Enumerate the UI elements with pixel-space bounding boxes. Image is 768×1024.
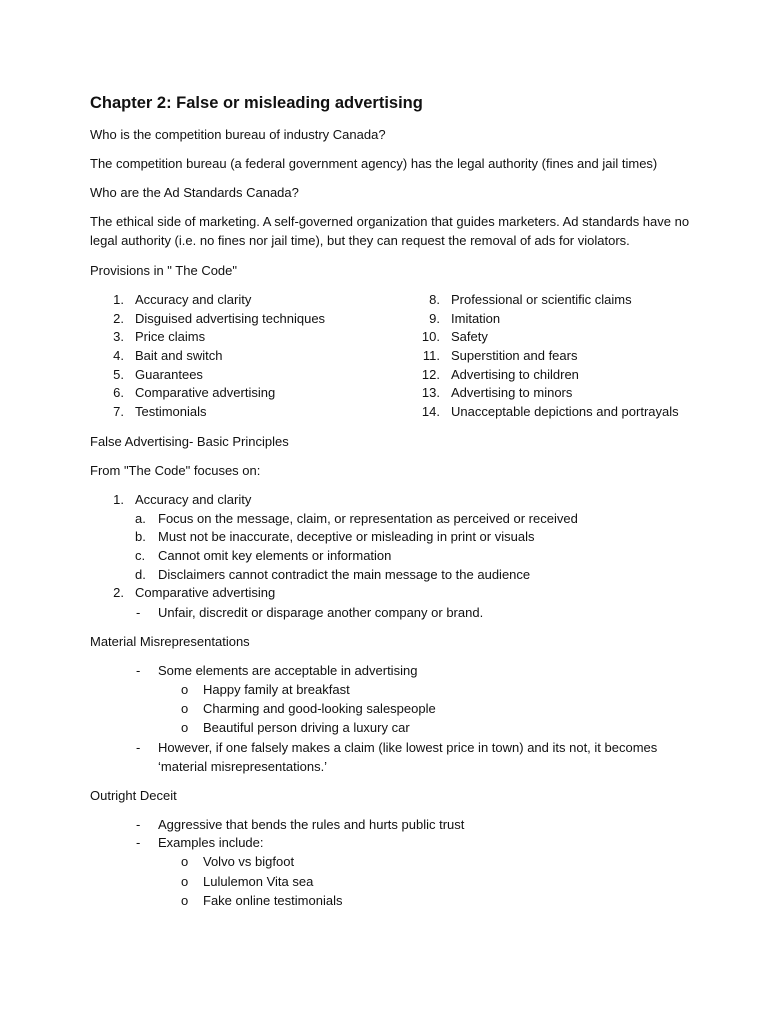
list-text: Guarantees [135,367,203,382]
list-text: Imitation [451,311,501,326]
list-number: 3. [113,329,124,344]
list-text: Comparative advertising [135,385,276,400]
answer-ad-standards-line-1: The ethical side of marketing. A self-governed organization that guides marketers. Ad standards have no [90,214,690,229]
list-number: 2. [113,311,124,326]
list-text: Fake online testimonials [203,893,343,908]
list-text: Beautiful person driving a luxury car [203,720,410,735]
list-text: Must not be inaccurate, deceptive or misleading in print or visuals [158,529,535,544]
list-text: Unfair, discredit or disparage another company or brand. [158,605,484,620]
material-misrepresentations-heading: Material Misrepresentations [90,634,250,649]
list-text: Focus on the message, claim, or representation as perceived or received [158,511,578,526]
list-text: Examples include: [158,835,264,850]
list-letter: c. [135,548,146,563]
dash-bullet: - [136,740,141,755]
list-text: Happy family at breakfast [203,682,350,697]
list-letter: a. [135,511,146,526]
circle-bullet: o [181,682,189,697]
list-text: Aggressive that bends the rules and hurts public trust [158,817,465,832]
list-text: Accuracy and clarity [135,292,252,307]
false-advertising-heading: False Advertising- Basic Principles [90,434,289,449]
list-number: 11. [422,348,440,363]
list-number: 5. [113,367,124,382]
list-number: 4. [113,348,124,363]
list-text: Advertising to minors [451,385,573,400]
list-number: 10. [421,329,440,344]
outright-deceit-heading: Outright Deceit [90,788,177,803]
answer-competition-bureau: The competition bureau (a federal government agency) has the legal authority (fines and jail times) [90,156,658,171]
dash-bullet: - [136,663,141,678]
list-number: 9. [429,311,440,326]
list-text: Lululemon Vita sea [203,874,314,889]
list-text: Safety [451,329,488,344]
list-text: Advertising to children [451,367,579,382]
list-number: 12. [421,367,440,382]
list-text: Unacceptable depictions and portrayals [451,404,679,419]
chapter-title: Chapter 2: False or misleading advertising [90,94,423,112]
list-letter: d. [135,567,146,582]
code-focus-heading: From "The Code" focuses on: [90,463,261,478]
circle-bullet: o [181,893,189,908]
dash-bullet: - [136,835,141,850]
list-text: Disclaimers cannot contradict the main message to the audience [158,567,531,582]
list-number: 14. [421,404,440,419]
list-text: Volvo vs bigfoot [203,854,295,869]
list-text: Comparative advertising [135,585,276,600]
list-number: 1. [113,492,124,507]
list-text: Price claims [135,329,206,344]
dash-bullet: - [136,605,141,620]
list-text: Disguised advertising techniques [135,311,326,326]
list-text: Some elements are acceptable in advertising [158,663,418,678]
list-number: 6. [113,385,124,400]
list-text: Testimonials [135,404,207,419]
list-text: Cannot omit key elements or information [158,548,392,563]
list-number: 13. [421,385,440,400]
question-competition-bureau: Who is the competition bureau of industry Canada? [90,127,386,142]
circle-bullet: o [181,874,189,889]
list-number: 8. [429,292,440,307]
question-ad-standards: Who are the Ad Standards Canada? [90,185,299,200]
list-text: Bait and switch [135,348,223,363]
list-text: Accuracy and clarity [135,492,252,507]
circle-bullet: o [181,701,189,716]
list-number: 7. [113,404,124,419]
list-text: Superstition and fears [451,348,578,363]
list-text: Professional or scientific claims [451,292,632,307]
provisions-heading: Provisions in " The Code" [90,263,238,278]
list-letter: b. [135,529,146,544]
list-text-continuation: ‘material misrepresentations.’ [158,759,328,774]
answer-ad-standards-line-2: legal authority (i.e. no fines nor jail time), but they can request the removal of ads for violators. [90,233,630,248]
list-text: Charming and good-looking salespeople [203,701,436,716]
list-text: However, if one falsely makes a claim (like lowest price in town) and its not, it becomes [158,740,658,755]
circle-bullet: o [181,720,189,735]
circle-bullet: o [181,854,189,869]
list-number: 2. [113,585,124,600]
dash-bullet: - [136,817,141,832]
list-number: 1. [113,292,124,307]
